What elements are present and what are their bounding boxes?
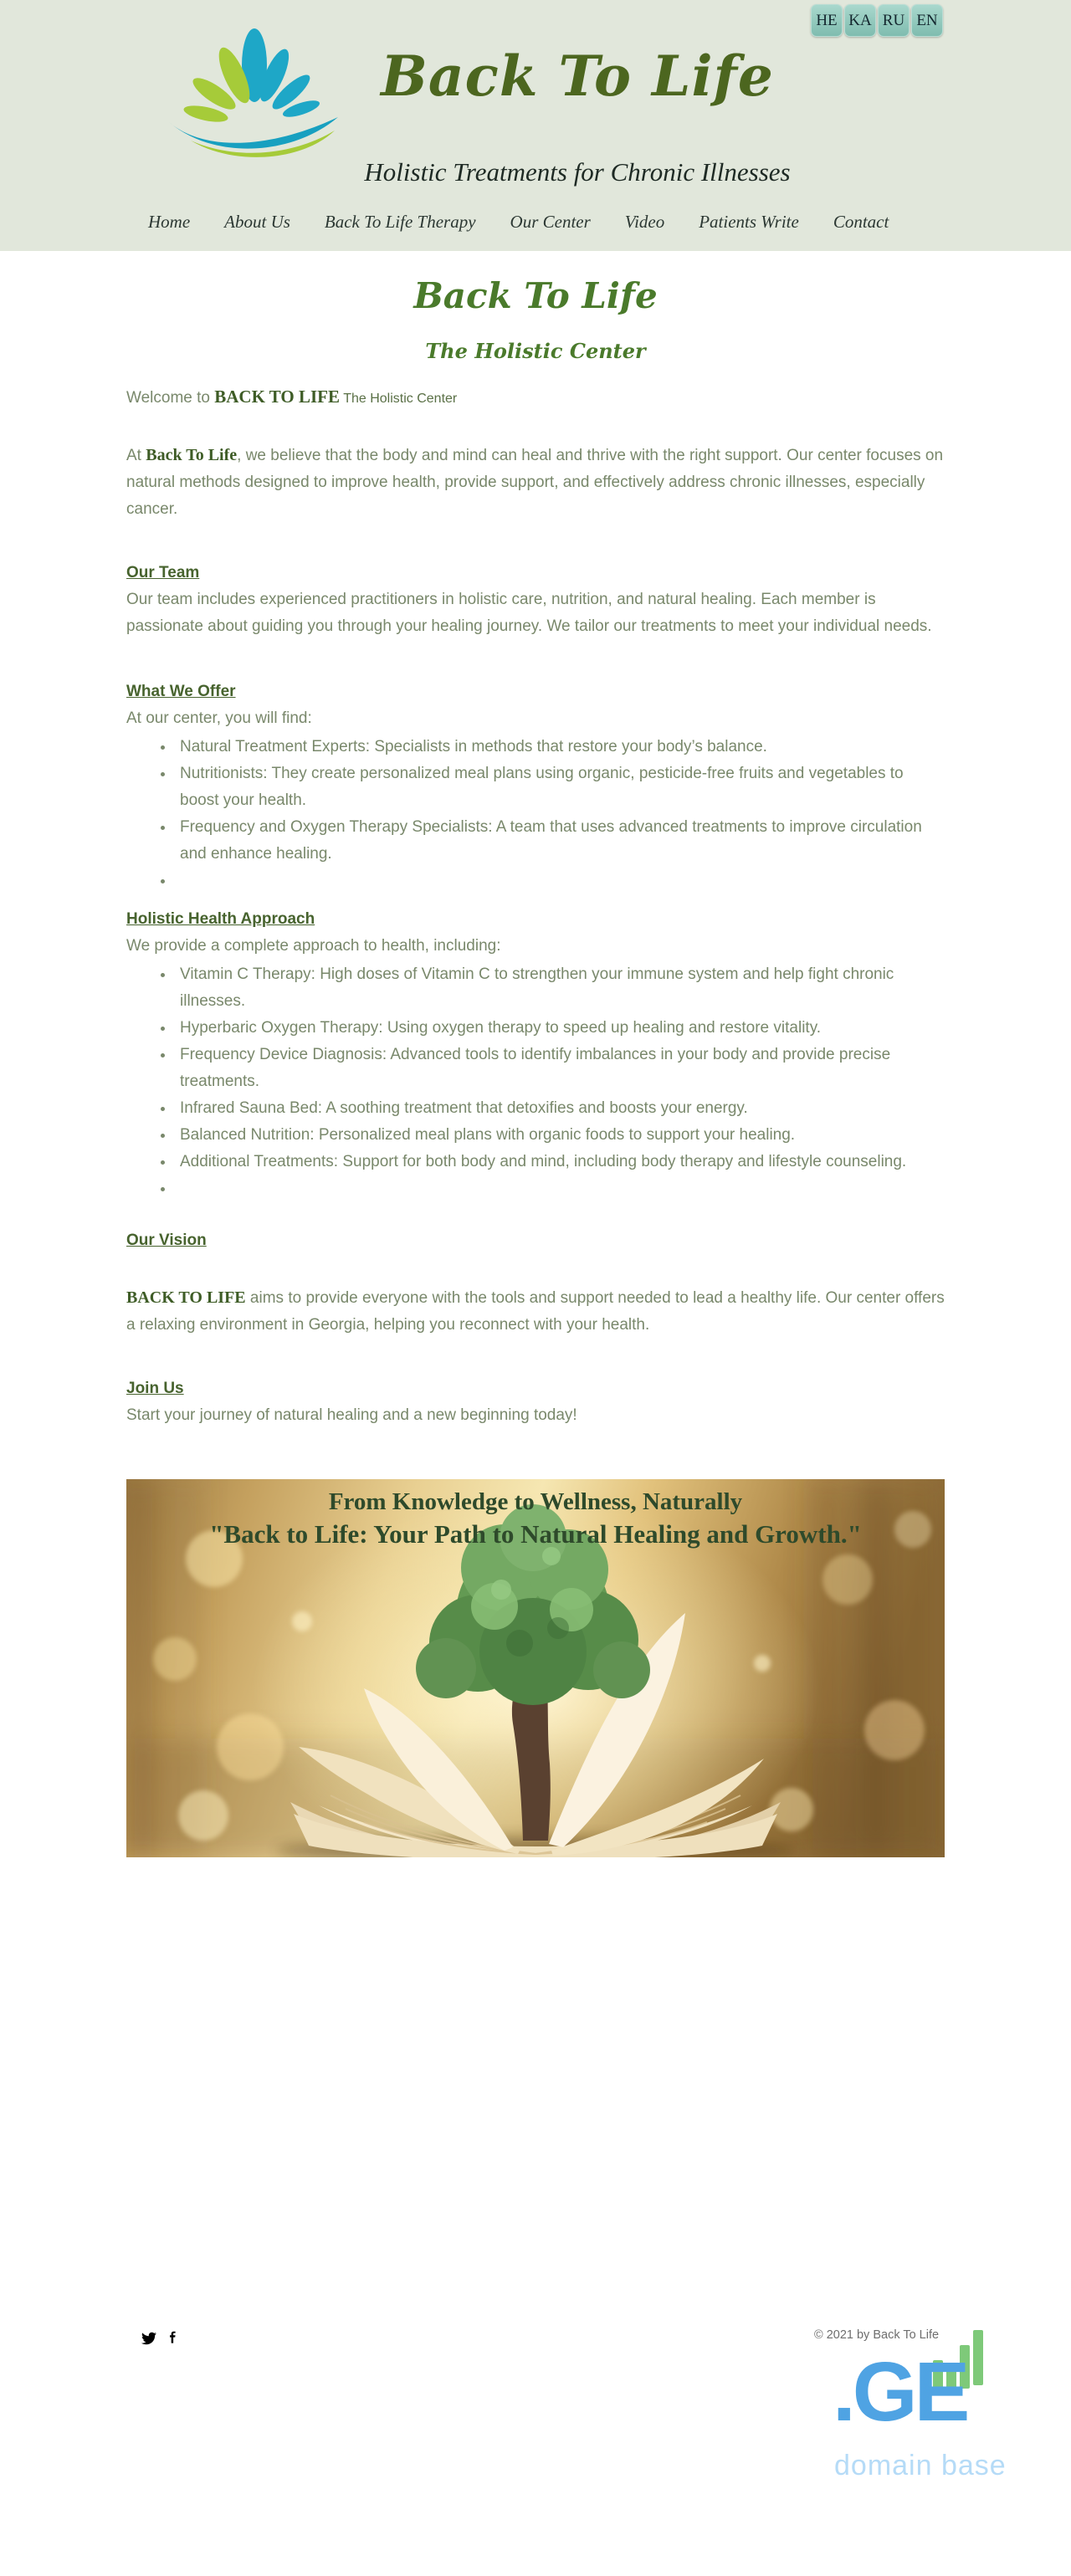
welcome-suffix: The Holistic Center — [340, 392, 458, 406]
list-item: • Frequency and Oxygen Therapy Specialists: A team that uses advanced treatments to improve circulation and enhance healing. — [175, 814, 945, 868]
our-team-text: Our team includes experienced practitioners in holistic care, nutrition, and natural healing. Each member is passionate about guiding you through your healing journey. We tailor our treatments to meet your individual needs. — [126, 591, 932, 635]
list-item: • Balanced Nutrition: Personalized meal plans with organic foods to support your healing. — [175, 1122, 945, 1149]
list-item: • Natural Treatment Experts: Specialists in methods that restore your body’s balance. — [175, 734, 945, 761]
main-nav — [148, 212, 889, 233]
what-we-offer-lead: At our center, you will find: — [126, 709, 312, 727]
nav-item-patients-write[interactable]: Patients Write — [699, 212, 799, 232]
nav-item-our-center[interactable]: Our Center — [510, 212, 591, 232]
vision-brand: BACK TO LIFE — [126, 1288, 246, 1307]
lang-button-en[interactable]: EN — [911, 4, 943, 37]
section-link-holistic-health-approach[interactable]: Holistic Health Approach — [126, 910, 315, 928]
ge-domain-logo[interactable] — [833, 2330, 1008, 2493]
join-us-text: Start your journey of natural healing and a new beginning today! — [126, 1406, 577, 1424]
social-bar — [141, 2331, 181, 2346]
twitter-icon[interactable] — [141, 2331, 156, 2346]
list-item: • Hyperbaric Oxygen Therapy: Using oxygen therapy to speed up healing and restore vitality. — [175, 1015, 945, 1042]
welcome-prefix: Welcome to — [126, 389, 215, 407]
lang-button-he[interactable]: HE — [811, 4, 843, 37]
site-header — [0, 0, 1071, 251]
copyright-text: © 2021 by Back To Life — [814, 2328, 940, 2342]
banner-headline-1: From Knowledge to Wellness, Naturally — [328, 1488, 743, 1515]
list-item-empty — [175, 868, 945, 894]
brand-title: Back To Life — [381, 44, 774, 109]
page-title: Back To Life — [413, 275, 658, 316]
vision-paragraph: BACK TO LIFE aims to provide everyone with the tools and support needed to lead a healthy life. Our center offers a relaxing environment in Georgia, helping you reconnect with your health. — [126, 1288, 945, 1334]
ge-logo-text: .GE — [833, 2345, 967, 2439]
page-subtitle: The Holistic Center — [425, 339, 646, 363]
list-item: • Additional Treatments: Support for both body and mind, including body therapy and lifestyle counseling. — [175, 1149, 945, 1175]
brand-subtitle: Holistic Treatments for Chronic Illnesses — [364, 157, 791, 187]
list-item: • Nutritionists: They create personalized meal plans using organic, pesticide-free fruits and vegetables to boost your health. — [175, 761, 945, 814]
section-link-what-we-offer[interactable]: What We Offer — [126, 683, 236, 700]
nav-item-back-to-life-therapy[interactable]: Back To Life Therapy — [324, 212, 476, 232]
what-we-offer-list — [126, 734, 945, 894]
section-link-our-team[interactable]: Our Team — [126, 564, 200, 581]
nav-item-video[interactable]: Video — [624, 212, 665, 232]
list-item-empty — [175, 1175, 945, 1202]
holistic-list — [126, 961, 945, 1202]
nav-item-about-us[interactable]: About Us — [224, 212, 290, 232]
banner-caption — [126, 1486, 945, 1551]
welcome-brand: BACK TO LIFE — [214, 387, 341, 407]
lang-button-ka[interactable]: KA — [844, 4, 876, 37]
list-item: • Frequency Device Diagnosis: Advanced tools to identify imbalances in your body and provide precise treatments. — [175, 1042, 945, 1095]
intro-brand: Back To Life — [146, 446, 238, 464]
holistic-lead: We provide a complete approach to health, including: — [126, 937, 501, 955]
language-switcher — [811, 4, 943, 37]
hero-banner-image — [126, 1479, 945, 1857]
section-link-our-vision[interactable]: Our Vision — [126, 1232, 207, 1249]
welcome-line — [126, 384, 945, 412]
nav-item-contact[interactable]: Contact — [833, 212, 889, 232]
nav-item-home[interactable]: Home — [148, 212, 191, 232]
list-item: • Infrared Sauna Bed: A soothing treatment that detoxifies and boosts your energy. — [175, 1095, 945, 1122]
lang-button-ru[interactable]: RU — [878, 4, 910, 37]
list-item: • Vitamin C Therapy: High doses of Vitamin C to strengthen your immune system and help fight chronic illnesses. — [175, 961, 945, 1015]
ge-logo-subtext: domain base — [834, 2450, 1007, 2481]
intro-paragraph: At Back To Life, we believe that the body and mind can heal and thrive with the right support. Our center focuses on natural methods designed to improve health, provide support, and effectively address chronic illnesses, especially cancer. — [126, 446, 944, 518]
main-content — [126, 251, 945, 1857]
section-link-join-us[interactable]: Join Us — [126, 1380, 184, 1397]
facebook-icon[interactable] — [166, 2331, 181, 2346]
brand-leaf-logo-icon — [166, 23, 343, 157]
banner-headline-2: "Back to Life: Your Path to Natural Healing and Growth." — [209, 1519, 862, 1549]
